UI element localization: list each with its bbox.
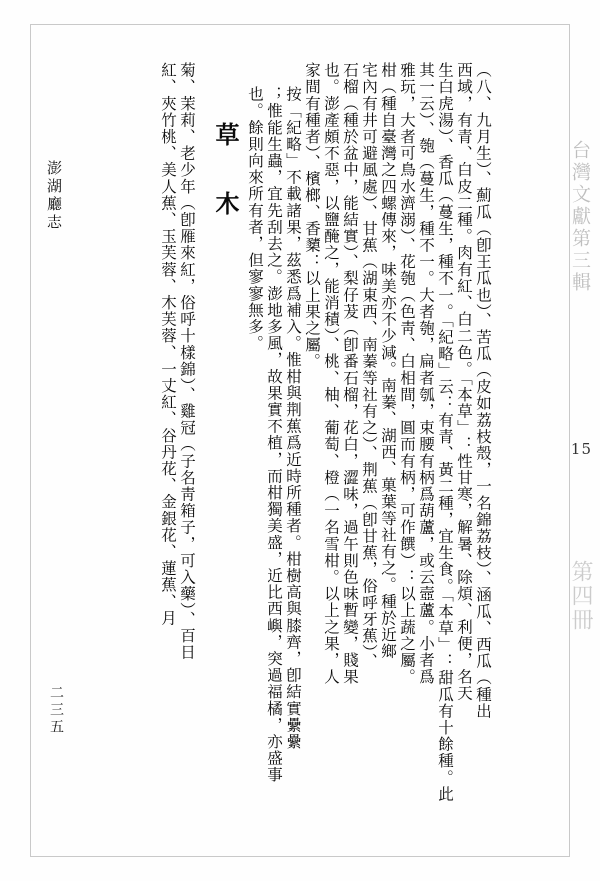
annotation-column: ；惟能生蟲，宜先刮去之。澎地多風，故果實不植，而柑獨美盛，近比西嶼，突過福橘，亦盛事 bbox=[265, 86, 283, 784]
text-column: 雅玩，大者可鳥水濟溺）、花匏（色靑、白相間，圓而有柄，可作饌）：以上蔬之屬。 bbox=[398, 62, 416, 686]
body-text-columns bbox=[60, 62, 490, 822]
text-column: 紅、夾竹桃、美人蕉、玉芙蓉、木芙蓉、一丈紅、谷丹花、金銀花、蓮蕉、月 bbox=[159, 62, 177, 627]
text-column: 家間有種者）、檳榔、香櫫：以上果之屬。 bbox=[303, 62, 321, 370]
running-title: 澎湖廳志 bbox=[45, 160, 63, 232]
section-heading: 草 木 bbox=[211, 122, 240, 223]
annotation-column: 按「紀略」不載諸果，茲悉爲補入。惟柑與荆蕉爲近時所種者。柑樹高與膝齊，卽結實纍纍 bbox=[284, 86, 302, 750]
text-column: 其一云）、匏（蔓生，種不一。大者匏，扁者瓠，束腰有柄爲葫蘆，或云壼蘆。小者爲 bbox=[417, 62, 435, 686]
page-number-left: 二三五 bbox=[48, 685, 64, 736]
series-title-vertical: 台灣文獻第三輯 bbox=[569, 140, 591, 294]
text-column: 石榴（種於盆中，能結實）、梨仔茇（卽番石榴，花白，澀味，過午則色味暫變，賤果 bbox=[341, 62, 359, 686]
text-column: 柑（種自臺灣之四螺傳來，味美亦不少減。南蓁、湖西、菓葉等社有之。種於近鄉 bbox=[379, 62, 397, 660]
text-column: 西域，有青、白皮二種。肉有紅、白二色。「本草」：性甘寒，解暑、除煩、利便，名天 bbox=[455, 62, 473, 702]
text-column: 也。澎產頗不惡，以鹽醃之，能消積）、桃、柚、葡萄、橙（一名雪柑。以上之果，人 bbox=[322, 62, 340, 686]
folio-number-right: 15 bbox=[570, 440, 592, 458]
text-column: 生白虎湯）、香瓜（蔓生，種不一。「紀略」云：有青、黃二種，宜生食。「本草」：甜瓜有十餘種。此 bbox=[436, 62, 454, 803]
text-column: 宅內有井可避風處）、甘蕉（湖東西、南蓁等社有之）、荆蕉（卽甘蕉，俗呼牙蕉）、 bbox=[360, 62, 378, 670]
annotation-column: 也。餘則向來所有者，但寥寥無多。 bbox=[246, 86, 264, 352]
series-mark-vertical: 第四冊 bbox=[568, 560, 593, 632]
text-column: 菊、茉莉、老少年（卽雁來紅，俗呼十樣錦）、雞冠（子名靑箱子，可入藥）、百日 bbox=[178, 62, 196, 661]
text-column: （八、九月生）、薊瓜（卽王瓜也）、苦瓜（皮如荔枝殼，一名錦荔枝）、涵瓜、西瓜（種出 bbox=[474, 62, 492, 720]
